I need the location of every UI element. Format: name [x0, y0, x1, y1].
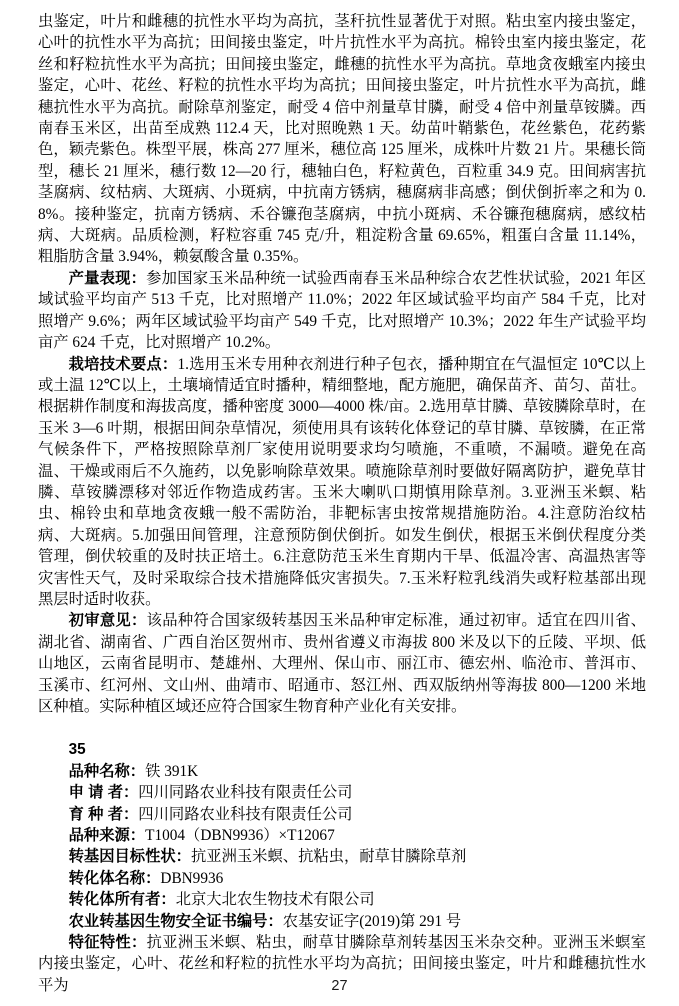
- applicant-value: 四川同路农业科技有限责任公司: [138, 784, 353, 802]
- transgenic-target-traits-label: 转基因目标性状：: [68, 848, 191, 866]
- applicant-label: 申 请 者：: [68, 784, 139, 802]
- transformation-event-name-value: DBN9936: [160, 869, 224, 887]
- field-transgenic-target-traits: [38, 846, 646, 867]
- cultivation-techniques-text: 1.选用玉米专用种衣剂进行种子包衣，播种期宜在气温恒定 10℃以上或土温 12℃以上，土壤墒情适宜时播种，精细整地，配方施肥，确保苗齐、苗匀、苗壮。根据耕作制度和海拔高度，播种密度 3000—4000 株/亩。2.选用草甘膦、草铵膦除草时，在玉米 3—6 叶期，根据田间杂草情况，须使用具有该转化体登记的草甘膦、草铵膦，在正常气候条件下，严格按照除草剂厂家使用说明要求均匀喷施，不重喷，不漏喷。避免在高温、干燥或雨后不久施药，以免影响除草效果。喷施除草剂时要做好隔离防护，避免草甘膦、草铵膦漂移对邻近作物造成药害。玉米大喇叭口期慎用除草剂。3.亚洲玉米螟、粘虫、棉铃虫和草地贪夜蛾一般不需防治，非靶标害虫按常规措施防治。4.注意防治纹枯病、大斑病。5.加强田间管理，注意预防倒伏倒折。如发生倒伏，根据玉米倒伏程度分类管理，倒伏较重的及时扶正培土。6.注意防范玉米生育期内干旱、低温冷害、高温热害等灾害性天气，及时采取综合技术措施降低灾害损失。7.玉米籽粒乳线消失或籽粒基部出现黑层时适时收获。: [38, 355, 646, 608]
- field-biosafety-certificate-number: [38, 911, 646, 932]
- biosafety-certificate-number-value: 农基安证字(2019)第 291 号: [282, 912, 462, 930]
- field-transformation-event-name: [38, 868, 646, 889]
- biosafety-certificate-number-label: 农业转基因生物安全证书编号：: [68, 912, 283, 930]
- paragraph-continuation: [38, 11, 646, 268]
- cultivation-techniques-label: 栽培技术要点：: [68, 355, 178, 373]
- yield-performance-label: 产量表现：: [68, 269, 147, 287]
- field-breeder: [38, 804, 646, 825]
- paragraph-preliminary-review: [38, 610, 646, 717]
- page-number-text: 27: [331, 978, 348, 994]
- paragraph-cultivation-techniques: [38, 354, 646, 611]
- paragraph-yield-performance: [38, 268, 646, 354]
- characteristics-text: 抗亚洲玉米螟、粘虫，耐草甘膦除草剂转基因玉米杂交种。亚洲玉米螟室内接虫鉴定，心叶、花丝和籽粒的抗性水平均为高抗；田间接虫鉴定，叶片和雌穗抗性水平为: [38, 934, 646, 994]
- breeder-label: 育 种 者：: [68, 805, 139, 823]
- transformation-event-owner-value: 北京大北农生物技术有限公司: [175, 891, 375, 909]
- characteristics-label: 特征特性：: [68, 934, 147, 952]
- transformation-event-name-label: 转化体名称：: [68, 869, 161, 887]
- field-transformation-event-owner: [38, 889, 646, 910]
- continuation-text: 虫鉴定，叶片和雌穗的抗性水平均为高抗，茎秆抗性显著优于对照。粘虫室内接虫鉴定，心叶的抗性水平为高抗；田间接虫鉴定，叶片抗性水平为高抗。棉铃虫室内接虫鉴定，花丝和籽粒抗性水平为高抗；田间接虫鉴定，雌穗的抗性水平为高抗。草地贪夜蛾室内接虫鉴定，心叶、花丝、籽粒的抗性水平均为高抗；田间接虫鉴定，叶片抗性水平为高抗，雌穗抗性水平为高抗。耐除草剂鉴定，耐受 4 倍中剂量草甘膦，耐受 4 倍中剂量草铵膦。西南春玉米区，出苗至成熟 112.4 天，比对照晚熟 1 天。幼苗叶鞘紫色，花丝紫色，花药紫色，颖壳紫色。株型平展，株高 277 厘米，穗位高 125 厘米，成株叶片数 21 片。果穗长筒型，穗长 21 厘米，穗行数 12—20 行，穗轴白色，籽粒黄色，百粒重 34.9 克。田间病害抗茎腐病、纹枯病、大斑病、小斑病，中抗南方锈病，穗腐病非高感；倒伏倒折率之和为 0.8%。接种鉴定，抗南方锈病、禾谷镰孢茎腐病，中抗小斑病、禾谷镰孢穗腐病，感纹枯病、大斑病。品质检测，籽粒容重 745 克/升，粗淀粉含量 69.65%，粗蛋白含量 11.14%，粗脂肪含量 3.94%，赖氨酸含量 0.35%。: [38, 13, 646, 266]
- variety-name-value: 铁 391K: [145, 762, 199, 780]
- variety-source-value: T1004（DBN9936）×T12067: [145, 827, 335, 845]
- field-variety-source: [38, 825, 646, 846]
- field-applicant: [38, 782, 646, 803]
- text-content: [38, 11, 646, 996]
- yield-performance-text: 参加国家玉米品种统一试验西南春玉米品种综合农艺性状试验，2021 年区域试验平均亩产 513 千克，比对照增产 11.0%；2022 年区域试验平均亩产 584 千克，比对照增产 9.6%；两年区域试验平均亩产 549 千克，比对照增产 10.3%；2022 年生产试验平均亩产 624 千克，比对照增产 10.2%。: [38, 269, 646, 352]
- transgenic-target-traits-value: 抗亚洲玉米螟、抗粘虫，耐草甘膦除草剂: [190, 848, 467, 866]
- variety-name-label: 品种名称：: [68, 762, 146, 780]
- field-variety-name: [38, 761, 646, 782]
- entry-number: [38, 739, 646, 760]
- variety-source-label: 品种来源：: [68, 827, 146, 845]
- entry-number-text: 35: [68, 741, 86, 759]
- transformation-event-owner-label: 转化体所有者：: [68, 891, 176, 909]
- page-number: [0, 977, 679, 995]
- breeder-value: 四川同路农业科技有限责任公司: [138, 805, 353, 823]
- preliminary-review-label: 初审意见：: [68, 612, 147, 630]
- preliminary-review-text: 该品种符合国家级转基因玉米品种审定标准，通过初审。适宜在四川省、湖北省、湖南省、广西自治区贺州市、贵州省遵义市海拔 800 米及以下的丘陵、平坝、低山地区，云南省昆明市、楚雄州、大理州、保山市、丽江市、德宏州、临沧市、普洱市、玉溪市、红河州、文山州、曲靖市、昭通市、怒江州、西双版纳州等海拔 800—1200 米地区种植。实际种植区域还应符合国家生物育种产业化有关安排。: [38, 612, 646, 715]
